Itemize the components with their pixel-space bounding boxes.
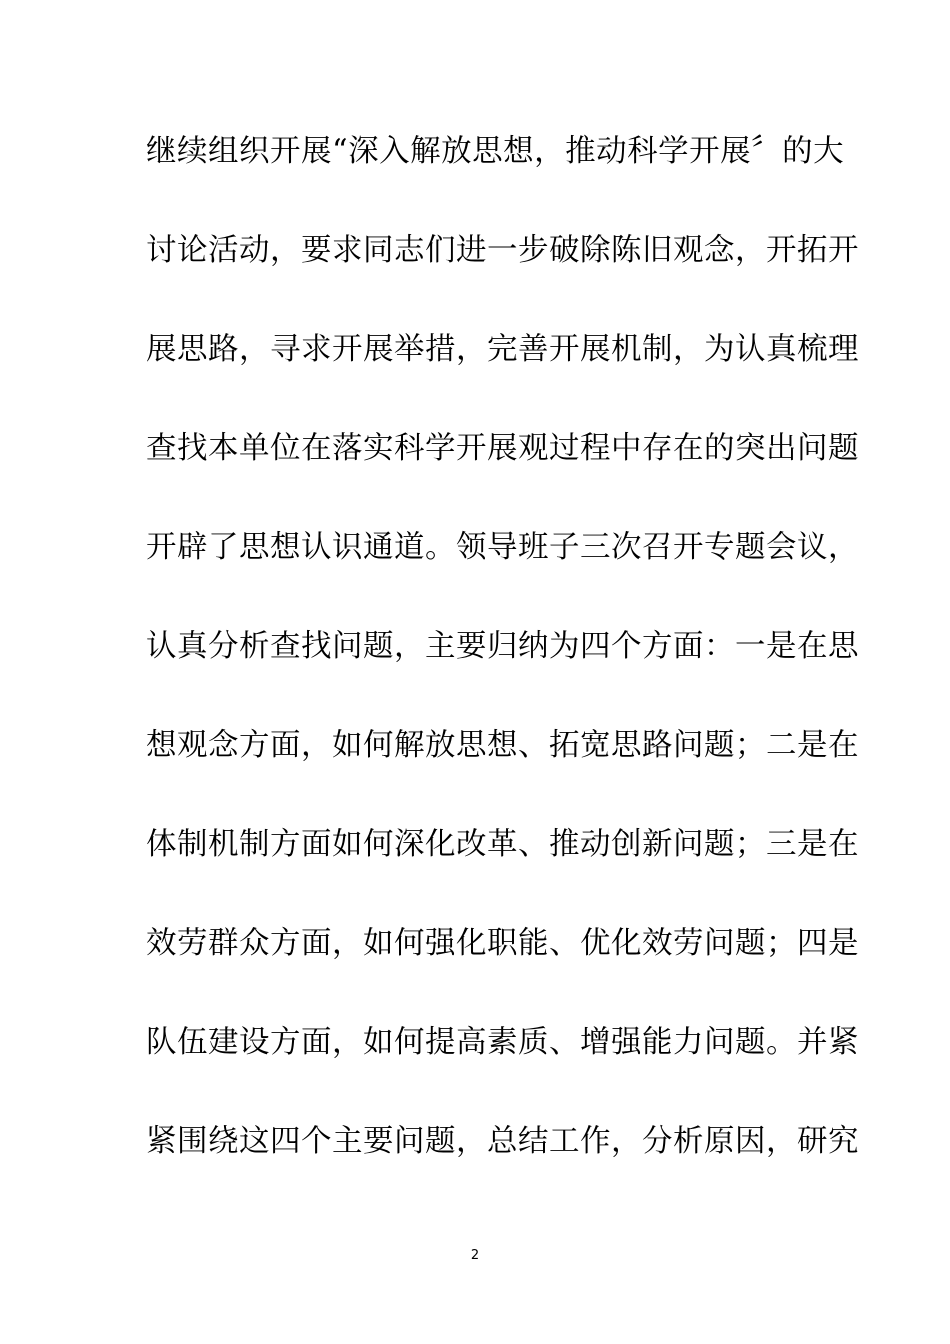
text-line-4: 查找本单位在落实科学开展观过程中存在的突出问题 bbox=[146, 431, 859, 466]
body-paragraph bbox=[146, 126, 859, 1215]
text-line-10: 队伍建设方面，如何提高素质、增强能力问题。并紧 bbox=[146, 1025, 859, 1060]
text-line-7: 想观念方面，如何解放思想、拓宽思路问题；二是在 bbox=[146, 728, 859, 763]
page-number: 2 bbox=[470, 1248, 480, 1263]
text-line-5: 开辟了思想认识通道。领导班子三次召开专题会议， bbox=[146, 530, 859, 565]
text-line-2: 讨论活动，要求同志们进一步破除陈旧观念，开拓开 bbox=[146, 233, 859, 268]
text-line-1: 继续组织开展“深入解放思想，推动科学开展〞的大 bbox=[146, 134, 845, 169]
text-line-11: 紧围绕这四个主要问题，总结工作，分析原因，研究 bbox=[146, 1124, 859, 1159]
text-line-3: 展思路，寻求开展举措，完善开展机制，为认真梳理 bbox=[146, 332, 859, 367]
text-line-8: 体制机制方面如何深化改革、推动创新问题；三是在 bbox=[146, 827, 859, 862]
text-line-6: 认真分析查找问题，主要归纳为四个方面：一是在思 bbox=[146, 629, 859, 664]
text-line-9: 效劳群众方面，如何强化职能、优化效劳问题；四是 bbox=[146, 926, 859, 961]
